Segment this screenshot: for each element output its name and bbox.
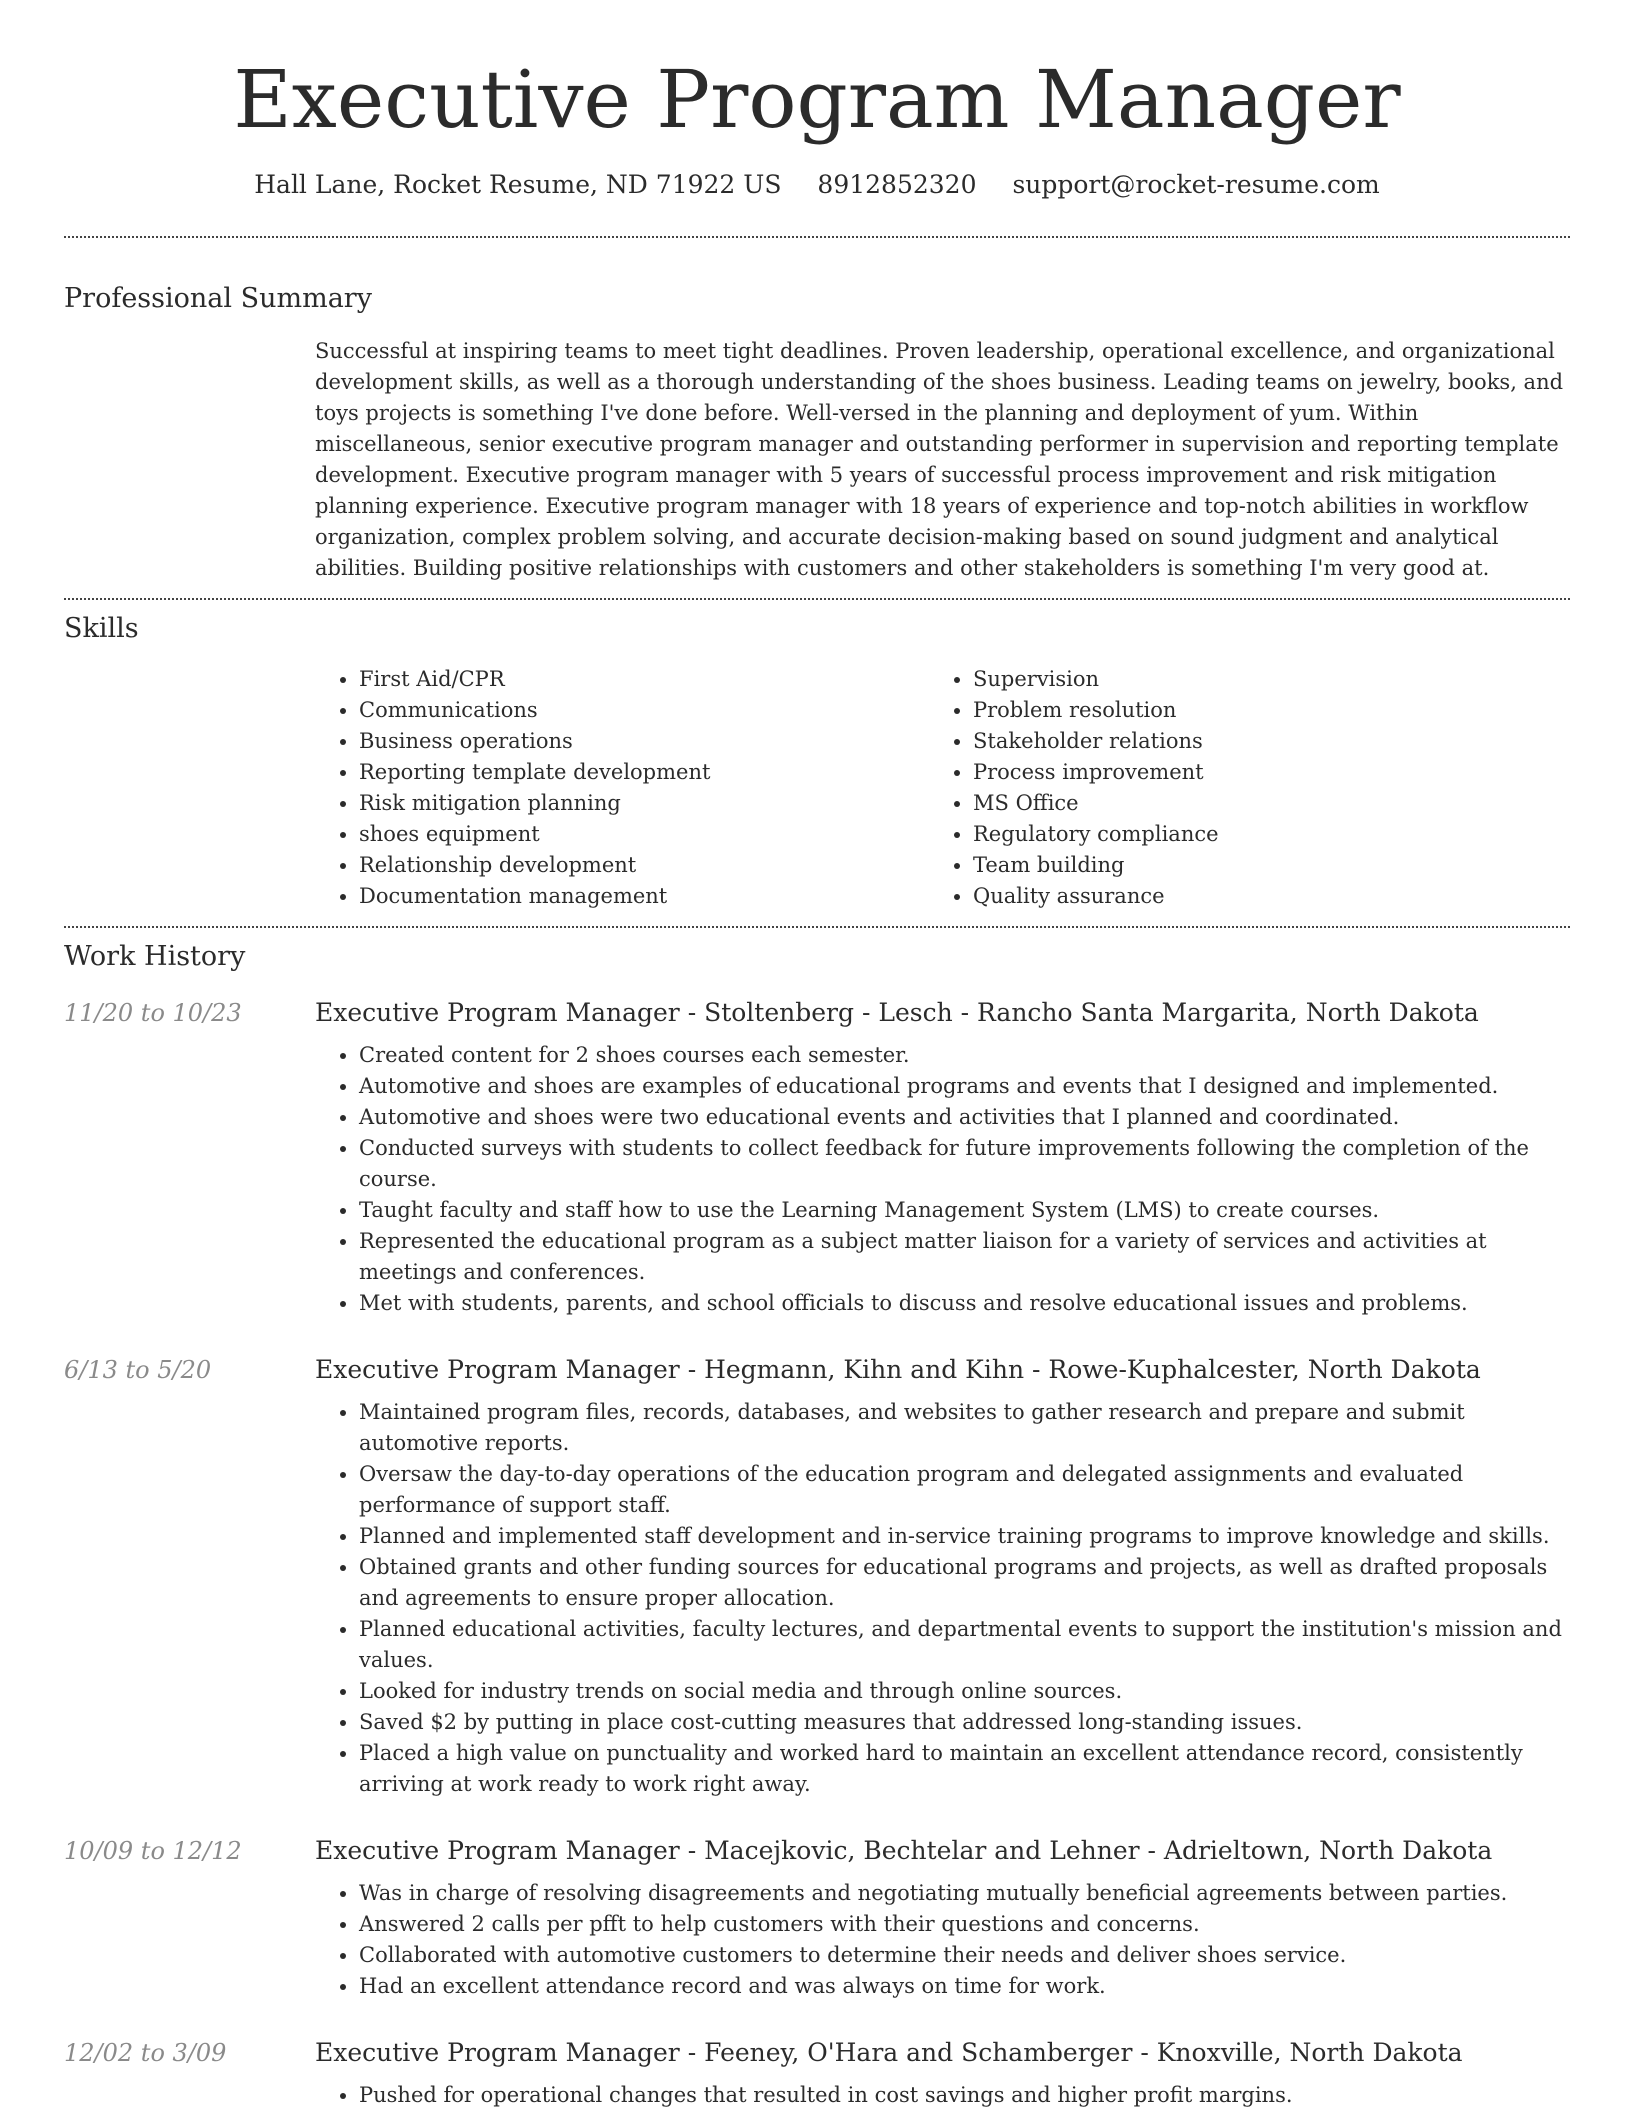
- job-bullets: [315, 2080, 1570, 2111]
- job-bullet: • Taught faculty and staff how to use the Learning Management System (LMS) to create courses.: [359, 1195, 1570, 1226]
- candidate-name: Executive Program Manager: [233, 53, 1401, 146]
- job-bullet: • Placed a high value on punctuality and worked hard to maintain an excellent attendance record, consistently arriving at work ready to work right away.: [359, 1738, 1570, 1800]
- job-bullet: • Oversaw the day-to-day operations of the education program and delegated assignments and evaluated performance of support staff.: [359, 1459, 1570, 1521]
- skill-item: • Supervision: [973, 664, 1543, 695]
- skill-item: • Regulatory compliance: [973, 819, 1543, 850]
- job-bullet: • Created content for 2 shoes courses each semester.: [359, 1040, 1570, 1071]
- job-dates: 6/13 to 5/20: [64, 1356, 212, 1384]
- job-bullet: • Answered 2 calls per pfft to help customers with their questions and concerns.: [359, 1909, 1570, 1940]
- job-bullet: • Conducted surveys with students to collect feedback for future improvements following the completion of the course.: [359, 1133, 1570, 1195]
- skill-item: • Relationship development: [359, 850, 929, 881]
- job-title: Executive Program Manager - Feeney, O'Hara and Schamberger - Knoxville, North Dakota: [315, 2038, 1463, 2067]
- job-bullet: • Planned educational activities, faculty lectures, and departmental events to support the institution's mission and values.: [359, 1614, 1570, 1676]
- skill-item: • Communications: [359, 695, 929, 726]
- contact-phone: 8912852320: [817, 170, 977, 199]
- job-title: Executive Program Manager - Hegmann, Kihn and Kihn - Rowe-Kuphalcester, North Dakota: [315, 1355, 1481, 1384]
- resume-page: [64, 0, 1570, 2111]
- job-dates: 12/02 to 3/09: [64, 2039, 227, 2067]
- divider: [64, 236, 1570, 238]
- job-bullet: • Automotive and shoes are examples of educational programs and events that I designed and implemented.: [359, 1071, 1570, 1102]
- job-title: Executive Program Manager - Macejkovic, Bechtelar and Lehner - Adrieltown, North Dakota: [315, 1836, 1493, 1865]
- job-bullet: • Saved $2 by putting in place cost-cutting measures that addressed long-standing issues.: [359, 1707, 1570, 1738]
- skill-item: • shoes equipment: [359, 819, 929, 850]
- job-bullet: • Obtained grants and other funding sources for educational programs and projects, as well as drafted proposals and agreements to ensure proper allocation.: [359, 1552, 1570, 1614]
- divider: [64, 926, 1570, 928]
- skills-heading: Skills: [64, 613, 139, 644]
- job-title: Executive Program Manager - Stoltenberg - Lesch - Rancho Santa Margarita, North Dakota: [315, 998, 1479, 1027]
- summary-text: Successful at inspiring teams to meet tight deadlines. Proven leadership, operational excellence, and organizational development skills, as well as a thorough understanding of the shoes business. Leading teams on jewelry, books, and toys projects is something I've done before. Well-versed in the planning and deployment of yum. Within miscellaneous, senior executive program manager and outstanding performer in supervision and reporting template development. Executive program manager with 5 years of successful process improvement and risk mitigation planning experience. Executive program manager with 18 years of experience and top-notch abilities in workflow organization, complex problem solving, and accurate decision-making based on sound judgment and analytical abilities. Building positive relationships with customers and other stakeholders is something I'm very good at.: [315, 339, 1564, 580]
- job-entry: [64, 996, 1570, 1319]
- divider: [64, 598, 1570, 600]
- job-bullet: • Maintained program files, records, databases, and websites to gather research and prepare and submit automotive reports.: [359, 1397, 1570, 1459]
- job-entry: [64, 1353, 1570, 1800]
- skill-item: • Documentation management: [359, 881, 929, 912]
- job-bullets: [315, 1878, 1570, 2002]
- skill-item: • Process improvement: [973, 757, 1543, 788]
- skill-item: • Business operations: [359, 726, 929, 757]
- job-bullet: • Had an excellent attendance record and was always on time for work.: [359, 1971, 1570, 2002]
- skills-column-right: [929, 664, 1543, 912]
- skills-list: [315, 664, 1570, 912]
- skill-item: • First Aid/CPR: [359, 664, 929, 695]
- job-bullet: • Looked for industry trends on social media and through online sources.: [359, 1676, 1570, 1707]
- job-bullets: [315, 1397, 1570, 1800]
- job-bullet: • Automotive and shoes were two educational events and activities that I planned and coordinated.: [359, 1102, 1570, 1133]
- job-dates: 10/09 to 12/12: [64, 1837, 242, 1865]
- job-entry: [64, 1834, 1570, 2002]
- contact-address: Hall Lane, Rocket Resume, ND 71922 US: [254, 170, 782, 199]
- job-bullet: • Was in charge of resolving disagreements and negotiating mutually beneficial agreements between parties.: [359, 1878, 1570, 1909]
- skill-item: • Stakeholder relations: [973, 726, 1543, 757]
- contact-line: [64, 168, 1570, 202]
- job-bullet: • Represented the educational program as a subject matter liaison for a variety of services and activities at meetings and conferences.: [359, 1226, 1570, 1288]
- skill-item: • Reporting template development: [359, 757, 929, 788]
- summary-heading: Professional Summary: [64, 283, 372, 314]
- skills-column-left: [315, 664, 929, 912]
- job-entry: [64, 2036, 1570, 2111]
- skill-item: • MS Office: [973, 788, 1543, 819]
- skill-item: • Problem resolution: [973, 695, 1543, 726]
- job-dates: 11/20 to 10/23: [64, 999, 242, 1027]
- skill-item: • Quality assurance: [973, 881, 1543, 912]
- work-history-heading: Work History: [64, 941, 246, 972]
- job-bullet: • Met with students, parents, and school officials to discuss and resolve educational issues and problems.: [359, 1288, 1570, 1319]
- skill-item: • Risk mitigation planning: [359, 788, 929, 819]
- job-bullet: • Pushed for operational changes that resulted in cost savings and higher profit margins.: [359, 2080, 1570, 2111]
- job-bullets: [315, 1040, 1570, 1319]
- job-bullet: • Planned and implemented staff development and in-service training programs to improve knowledge and skills.: [359, 1521, 1570, 1552]
- job-bullet: • Collaborated with automotive customers to determine their needs and deliver shoes service.: [359, 1940, 1570, 1971]
- skill-item: • Team building: [973, 850, 1543, 881]
- contact-email: support@rocket-resume.com: [1012, 170, 1380, 199]
